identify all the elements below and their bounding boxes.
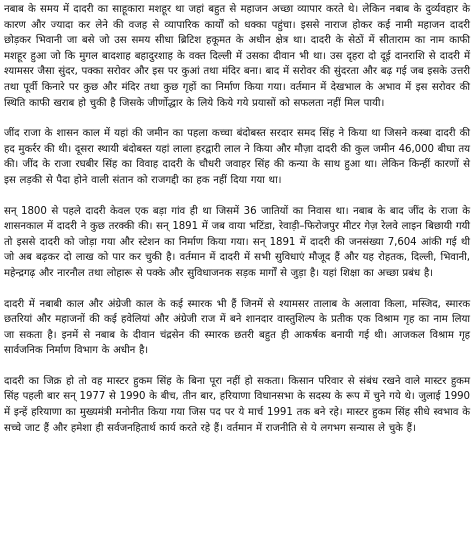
paragraph-town-growth-railway: सन् 1800 से पहले दादरी केवल एक बड़ा गांव ही था जिसमें 36 जातियों का निवास था। नबाब के बाद जींद के राजा के शासनकाल में दादरी ने कुछ तरक्की की। सन् 1891 में जब वाया भटिंडा, रेवाड़ी–फिरोजपुर मीटर गेज़ रेलवे लाइन बिछायी गयी तो इससे दादरी को जोड़ा गया और स्टेशन का निर्माण किया गया। सन् 1891 में दादरी की जनसंख्या 7,604 आंकी गई थी जो अब बढ़कर दो लाख को पार कर चुकी है। वर्तमान में दादरी में सभी सुविधाएं मौजूद हैं और यह रोहतक, दिल्ली, भिवानी, महेन्द्रगढ़ और नारनौल तथा लोहारू से पक्के और सुविधाजनक सड़क मार्गों से जुड़ा है। यहां शिक्षा का अच्छा प्रबंध है। [4,205,470,279]
paragraph-master-hukam-singh: दादरी का जिक्र हो तो वह मास्टर हुकम सिंह के बिना पूरा नहीं हो सकता। किसान परिवार से संबंध रखने वाले मास्टर हुकम सिंह पहली बार सन् 1977 से 1990 के बीच, तीन बार, हरियाणा विधानसभा के सदस्य के रूप में चुने गये थे। जुलाई 1990 में इन्हें हरियाणा का मुख्यमंत्री मनोनीत किया गया जिस पद पर ये मार्च 1991 तक बने रहे। मास्टर हुकम सिंह सीधे स्वभाव के सच्चे जाट हैं और हमेशा ही सर्वजनहितार्थ कार्य करते रहे हैं। वर्तमान में राजनीति से ये लगभग सन्यास ले चुके हैं। [4,375,470,434]
paragraph-nawab-era-trade: नबाब के समय में दादरी का साहूकारा मशहूर था जहां बहुत से महाजन अच्छा व्यापार करते थे। लेकिन नबाब के दुर्व्यवहार के कारण और ज्यादा कर लेने की वजह से व्यापारिक कार्यों को धक्का पहुंचा। इससे नाराज होकर कई नामी महाजन दादरी छोड़कर भिवानी जा बसे जो उस समय सीधा ब्रिटिश हकूमत के अधीन क्षेत्र था। दादरी के सेठों में सीताराम का नाम काफी मशहूर हुआ जो कि मुगल बादशाह बहादुरशाह के वक्त दिल्ली में उसका दीवान भी था। उस दृहरा दो दूई दानराशि से दादरी में श्यामसर जैसा सुंदर, पक्का सरोवर और इस पर कुआं तथा मंदिर बना। बाद में सरोवर की सुंदरता और बढ़ गई जब इसके उत्तरी तथा पूर्वी किनारे पर कुछ और मंदिर तथा कुछ गृहों का निर्माण किया गया। वर्तमान में देखभाल के अभाव में इस सरोवर की स्थिति काफी खराब हो चुकी है जिसके जीर्णोद्धार के लिये किये गये प्रयासों को सफलता नहीं मिल पायी। [4,4,470,109]
paragraph-monuments: दादरी में नबाबी काल और अंग्रेजी काल के कई स्मारक भी हैं जिनमें से श्यामसर तालाब के अलावा किला, मस्जिद, स्मारक छतरियां और महाजनों की कई हवेलियां और अंग्रेजी राज में बने शानदार वास्तुशिल्प के प्रतीक एक विश्राम गृह का नाम लिया जा सकता है। इनमें से नबाब के दीवान चंद्रसेन की स्मारक छतरी बहुत ही आकर्षक बनायी गई थी। आजकल विश्राम गृह सार्वजनिक निर्माण विभाग के अधीन है। [4,298,470,357]
paragraph-jind-land-settlement: जींद राजा के शासन काल में यहां की जमीन का पहला कच्चा बंदोबस्त सरदार समद सिंह ने किया था जिसने कस्बा दादरी की हद मुकर्रर की थी। दूसरा स्थायी बंदोबस्त यहां लाला हरद्वारी लाल ने किया और मौज़ा दादरी की कुल जमीन 46,000 बीघा तय की। जींद के राजा रघबीर सिंह का विवाह दादरी के चौधरी जवाहर सिंह की कन्या के साथ हुआ था। लेकिन किन्हीं कारणों से इस लड़की से पैदा होने वाली संतान को राजगद्दी का हक नहीं दिया गया था। [4,128,470,186]
